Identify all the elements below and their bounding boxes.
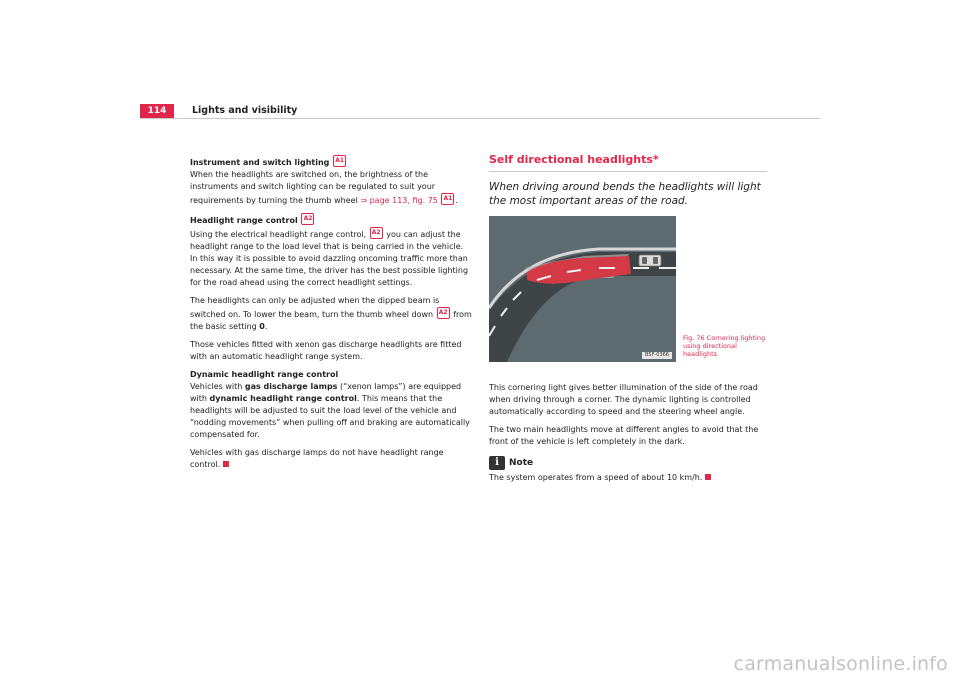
callout-a2-inline-badge: A2	[370, 227, 383, 239]
headlight-range-heading: Headlight range control A2	[190, 213, 472, 227]
info-note-icon: i	[489, 456, 505, 470]
figure-code: B5F-0366	[642, 352, 672, 359]
right-column	[489, 153, 767, 490]
headlight-range-paragraph: Headlight range control A2 Using the electrical headlight range control, A2 you can adjust the headlight range to the load level that is being carried in the vehicle. In this way it is possible to avoid dazzling oncoming traffic more than necessary. At the same time, the driver has the best possible lighting for the road ahead using the correct headlight settings.	[190, 213, 472, 289]
instrument-lighting-heading: Instrument and switch lighting A1	[190, 155, 472, 169]
instrument-lighting-paragraph: Instrument and switch lighting A1 When the headlights are switched on, the brightness of the instruments and switch lighting can be regulated to suit your requirements by turning the thumb wheel ⇒ page 113, fig. 75 A1 .	[190, 155, 472, 207]
headlight-range-adjust-paragraph: The headlights can only be adjusted when the dipped beam is switched on. To lower the beam, turn the thumb wheel down A2 from the basic setting 0.	[190, 296, 472, 331]
left-column	[190, 155, 472, 477]
xenon-paragraph: Those vehicles fitted with xenon gas discharge headlights are fitted with an automatic headlight range system.	[190, 340, 462, 361]
callout-a2-badge: A2	[301, 213, 314, 225]
headlight-angles-paragraph: The two main headlights move at different angles to avoid that the front of the vehicle is left completely in the dark.	[489, 425, 759, 446]
header-rule	[140, 118, 820, 119]
section-end-marker	[223, 461, 229, 467]
callout-a1-inline-badge: A1	[441, 193, 454, 205]
page-header	[140, 104, 820, 118]
note-text: The system operates from a speed of about 10 km/h.	[489, 472, 767, 484]
page-reference-link[interactable]: ⇒ page 113, fig. 75	[360, 196, 438, 205]
callout-a2-inline-badge-2: A2	[437, 307, 450, 319]
figure-caption: Fig. 76 Cornering lighting using directional headlights	[683, 334, 766, 358]
note-end-marker	[705, 474, 711, 480]
page-number: 114	[140, 104, 174, 118]
dynamic-range-paragraph: Dynamic headlight range control Vehicles with gas discharge lamps (“xenon lamps”) are equipped with dynamic headlight range control. This means that the headlights will be adjusted to suit the load level of the vehicle and “nodding movements” when pulling off and braking are automatically compensated for.	[190, 369, 472, 441]
callout-a1-badge: A1	[333, 155, 346, 167]
cornering-light-paragraph: This cornering light gives better illumination of the side of the road when driving through a corner. The dynamic lighting is controlled automatically according to speed and the steering wheel angle.	[489, 383, 758, 416]
watermark: carmanualsonline.info	[733, 653, 948, 675]
gas-discharge-paragraph: Vehicles with gas discharge lamps do not have headlight range control.	[190, 448, 444, 469]
dynamic-range-heading: Dynamic headlight range control	[190, 370, 339, 379]
note-label: Note	[509, 458, 534, 468]
intro-text: When driving around bends the headlights will light the most important areas of the road.	[489, 181, 761, 207]
section-title: Lights and visibility	[192, 105, 298, 116]
directional-headlights-title: Self directional headlights*	[489, 153, 659, 166]
title-rule	[489, 171, 767, 172]
cornering-light-illustration	[489, 216, 676, 362]
figure-76	[489, 216, 767, 366]
note-header	[489, 456, 767, 470]
